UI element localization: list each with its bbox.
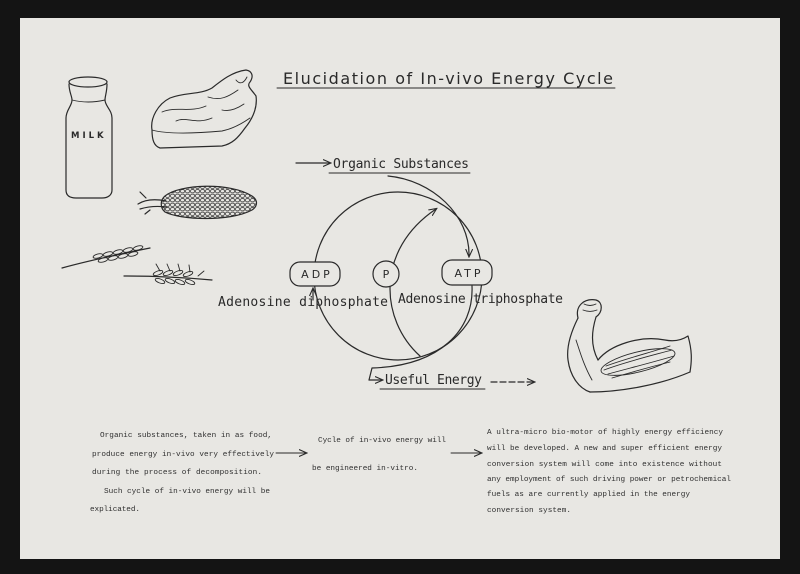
note-middle-line-1: Cycle of in-vivo energy will	[318, 437, 446, 445]
note-middle-line-2: be engineered in-vitro.	[312, 465, 418, 473]
adenosine-diphosphate-label: Adenosine diphosphate	[218, 295, 388, 310]
note-right-line-3: conversion system will come into existence without	[487, 461, 722, 469]
note-left-line-2: produce energy in-vivo very effectively	[92, 451, 274, 459]
note-right-line-2: will be developed. A new and super efficient energy	[487, 445, 722, 453]
atp-box-label: ATP	[454, 267, 484, 280]
note-right-line-6: conversion system.	[487, 507, 571, 515]
adenosine-triphosphate-label: Adenosine triphosphate	[398, 292, 563, 307]
note-right-line-4: any employment of such driving power or petrochemical	[487, 476, 731, 484]
milk-label: MILK	[71, 131, 107, 141]
page-title: Elucidation of In-vivo Energy Cycle	[283, 69, 613, 88]
note-right-line-1: A ultra-micro bio-motor of highly energy efficiency	[487, 429, 723, 437]
note-left-line-3: during the process of decomposition.	[92, 469, 262, 477]
phosphate-label: P	[382, 268, 390, 281]
organic-substances-label: Organic Substances	[333, 157, 469, 172]
note-left-line-1: Organic substances, taken in as food,	[100, 432, 272, 440]
note-left-line-4: Such cycle of in-vivo energy will be	[104, 488, 270, 496]
corn-cob	[161, 186, 256, 218]
note-right-line-5: fuels as are currently applied in the energy	[487, 491, 690, 499]
note-left-line-5: explicated.	[90, 506, 140, 514]
adp-box-label: ADP	[301, 268, 333, 281]
useful-energy-label: Useful Energy	[385, 373, 482, 388]
